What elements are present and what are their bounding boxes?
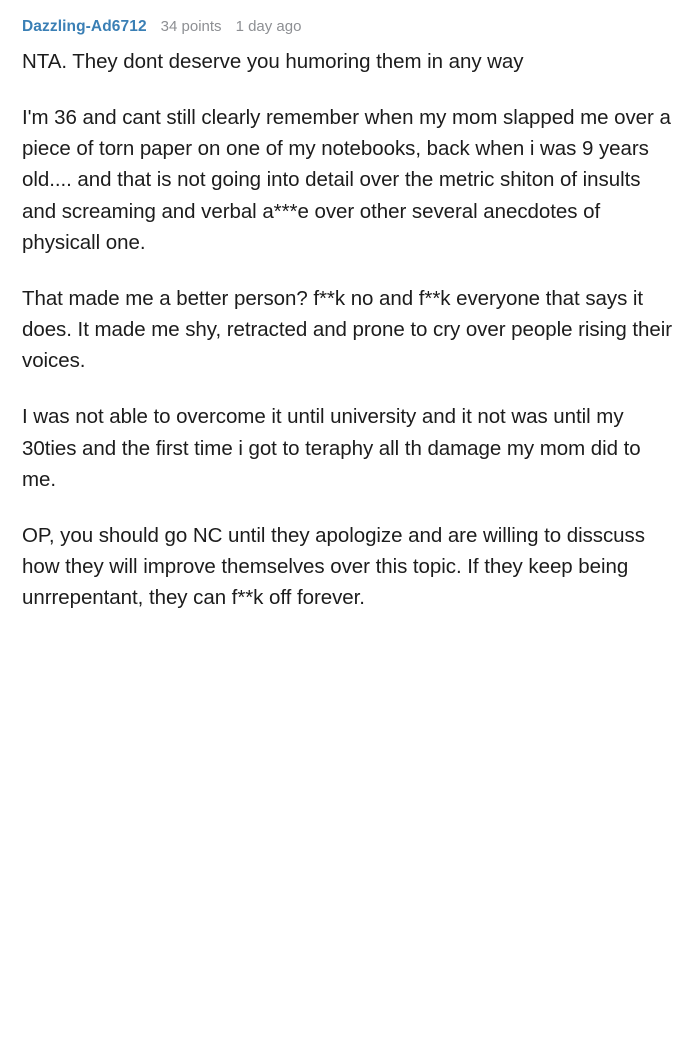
comment-meta [22, 18, 678, 36]
comment-body [22, 46, 678, 613]
comment-paragraph: That made me a better person? f**k no and f**k everyone that says it does. It made me shy, retracted and prone to cry over people rising their voices. [22, 286, 673, 373]
comment-points: 34 points [160, 18, 222, 35]
comment-author[interactable]: Dazzling-Ad6712 [22, 18, 147, 35]
comment-paragraph: NTA. They dont deserve you humoring them in any way [22, 50, 524, 73]
comment-timestamp: 1 day ago [235, 18, 302, 35]
comment-paragraph: I was not able to overcome it until university and it not was until my 30ties and the first time i got to teraphy all th damage my mom did to me. [22, 405, 641, 491]
comment-paragraph: OP, you should go NC until they apologize and are willing to disscuss how they will improve themselves over this topic. If they keep being unrrepentant, they can f**k off forever. [22, 523, 645, 610]
comment-paragraph: I'm 36 and cant still clearly remember when my mom slapped me over a piece of torn paper on one of my notebooks, back when i was 9 years old.... and that is not going into detail over the metric shiton of insults and screaming and verbal a***e over other several anecdotes of physicall one. [22, 106, 671, 254]
